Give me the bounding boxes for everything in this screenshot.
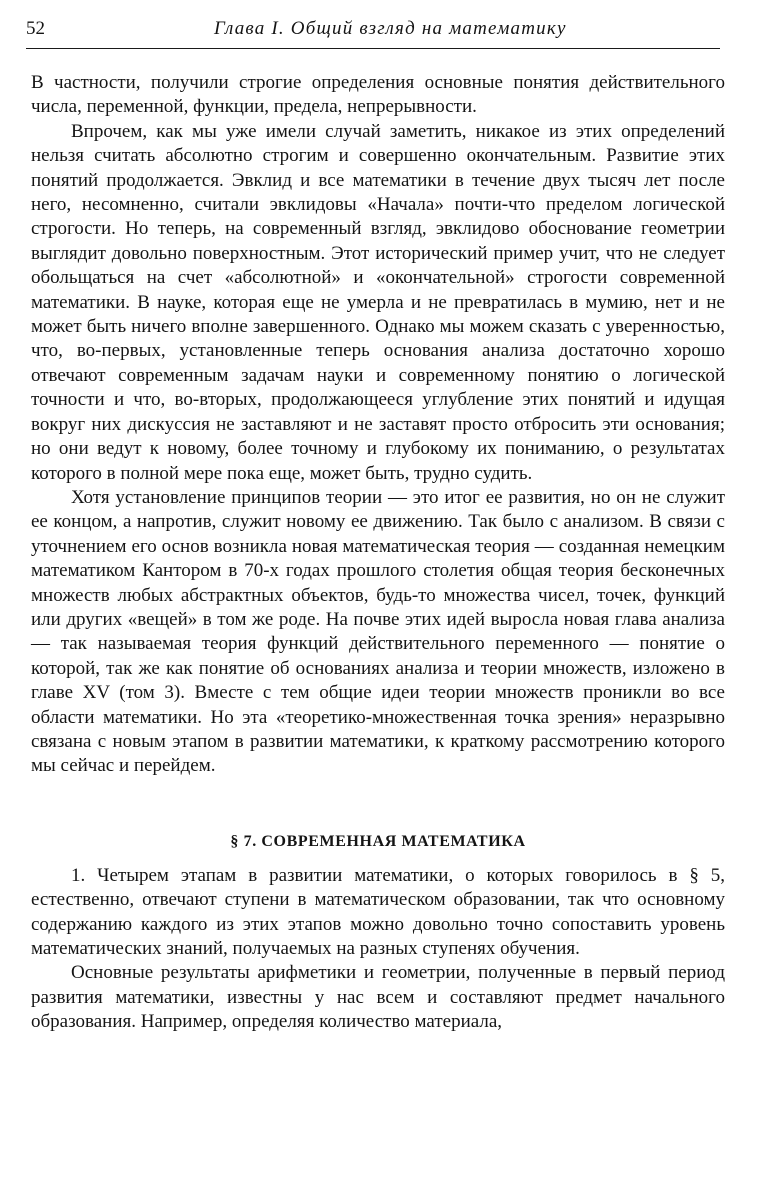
paragraph-arithmetic: Основные результаты арифметики и геометрии, полученные в первый период развития математики, известны у нас всем и составляют предмет начального образования. Например, определяя количество материала,: [31, 962, 725, 1033]
running-head-title: Глава I. Общий взгляд на математику: [214, 18, 567, 39]
paragraph-rigor: Впрочем, как мы уже имели случай заметить, никакое из этих определений нельзя считать абсолютно строгим и совершенно окончательным. Развитие этих понятий продолжается. Эвклид и все математики в течение двух тысяч лет после него, несомненно, считали эвклидовы «Начала» почти-что пределом логической строгости. Но теперь, на современный взгляд, эвклидово обоснование геометрии выглядит довольно поверхностным. Этот исторический пример учит, что не следует обольщаться на счет «абсолютной» и «окончательной» строгости современной математики. В науке, которая еще не умерла и не превратилась в мумию, нет и не может быть ничего вполне завершенного. Однако мы можем сказать с уверенностью, что, во-первых, установленные теперь основания анализа достаточно хорошо отвечают современным задачам науки и современному понятию о логической точности и что, во-вторых, продолжающееся углубление этих понятий и идущая вокруг них дискуссия не заставляют и не заставят просто отбросить эти основания; но они ведут к новому, более точному и глубокому их пониманию, о результатах которого в полной мере пока еще, может быть, трудно судить.: [31, 120, 725, 484]
running-header: [26, 14, 720, 49]
page-body: [31, 71, 725, 1035]
paragraph-stages: 1. Четырем этапам в развитии математики, о которых говорилось в § 5, естественно, отвечают ступени в математическом образовании, так что основному содержанию каждого из этих этапов можно довольно точно сопоставить уровень математических знаний, получаемых на разных ступенях обучения.: [31, 864, 725, 959]
section-gap: [31, 779, 725, 830]
page-number: 52: [26, 18, 45, 39]
paragraph-set-theory: Хотя установление принципов теории — это итог ее развития, но он не служит ее концом, а напротив, служит новому ее движению. Так было с анализом. В связи с уточнением его основ возникла новая математическая теория — созданная немецким математиком Кантором в 70-х годах прошлого столетия общая теория бесконечных множеств любых абстрактных объектов, будь-то множества чисел, точек, функций или других «вещей» в том же роде. На почве этих идей выросла новая глава анализа — так называемая теория функций действительного переменного — понятие о которой, так же как понятие об основаниях анализа и теории множеств, изложено в главе XV (том 3). Вместе с тем общие идеи теории множеств проникли во все области математики. Но эта «теоретико-множественная точка зрения» неразрывно связана с новым этапом в развитии математики, к краткому рассмотрению которого мы сейчас и перейдем.: [31, 486, 725, 777]
section-heading: § 7. СОВРЕМЕННАЯ МАТЕМАТИКА: [230, 832, 526, 850]
paragraph-continued: В частности, получили строгие определения основные понятия действительного числа, переменной, функции, предела, непрерывности.: [31, 72, 725, 118]
